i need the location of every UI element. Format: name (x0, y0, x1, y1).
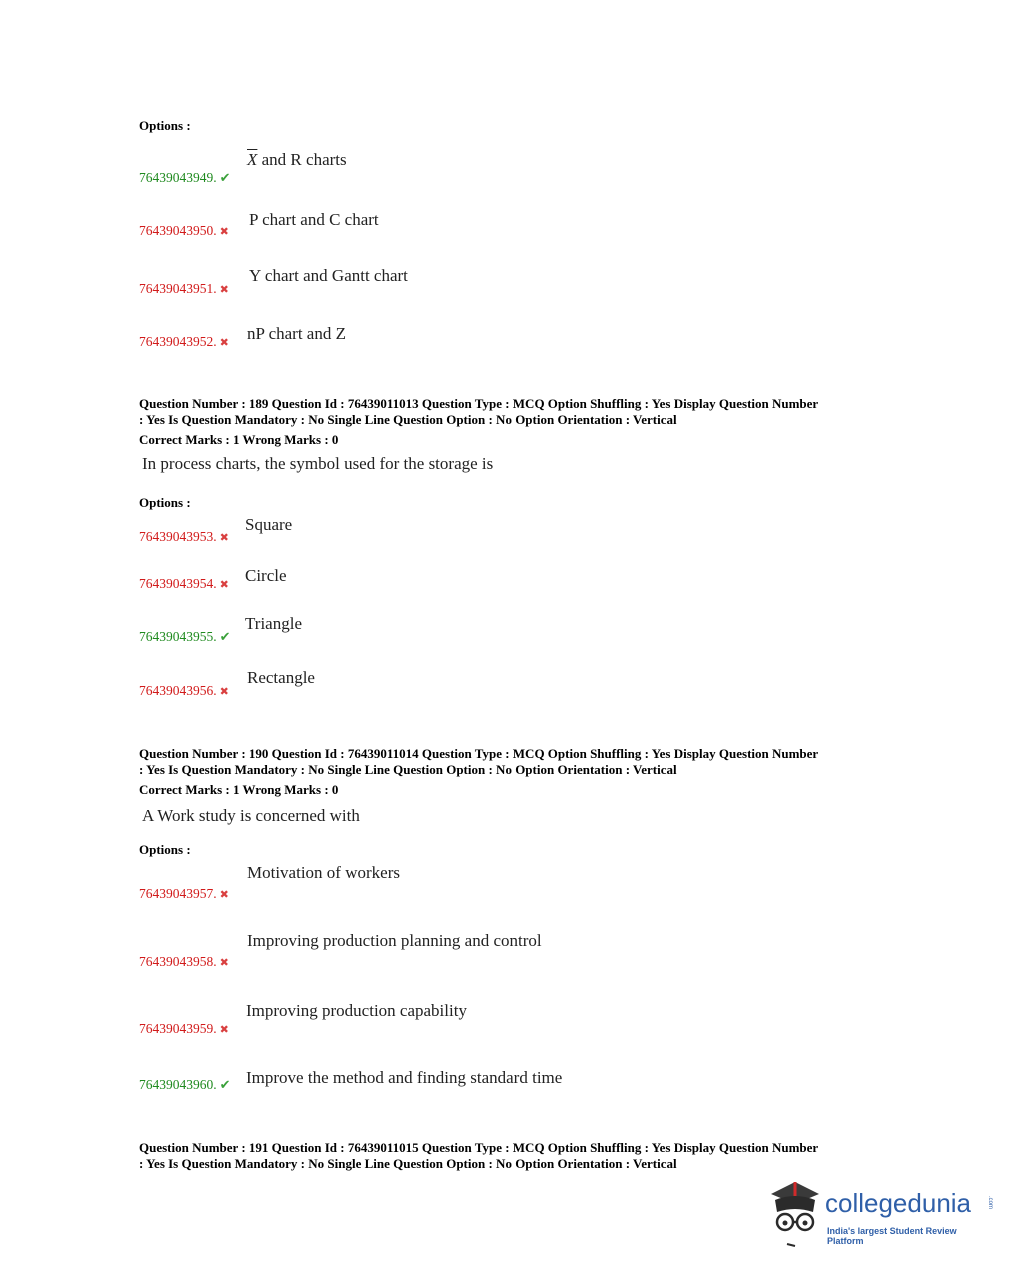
question-meta-line: : Yes Is Question Mandatory : No Single Line Question Option : No Option Orientation : Vertical (139, 1156, 677, 1171)
option-row (139, 628, 231, 646)
option-text: Improving production capability (246, 1001, 467, 1020)
logo-suffix: .com (987, 1196, 993, 1210)
option-row (139, 280, 229, 298)
option-id: 76439043954. (139, 576, 217, 591)
option-id: 76439043950. (139, 223, 217, 238)
question-meta-line: Question Number : 189 Question Id : 76439011013 Question Type : MCQ Option Shuffling : Yes Display Question Number (139, 396, 819, 411)
option-row (139, 885, 229, 903)
option-text: $\overline{X}$ and R charts (247, 150, 347, 169)
wrong-cross-icon: ✖ (219, 532, 229, 544)
option-row (139, 953, 229, 971)
option-row (139, 1076, 231, 1094)
option-text: nP chart and Z (247, 324, 346, 343)
option-row (139, 333, 229, 351)
option-id: 76439043959. (139, 1021, 217, 1036)
option-id: 76439043953. (139, 529, 217, 544)
wrong-cross-icon: ✖ (219, 889, 229, 901)
question-text: A Work study is concerned with (142, 806, 360, 825)
x-bar-symbol: $\overline{X}$ (247, 150, 258, 169)
option-id: 76439043960. (139, 1077, 217, 1092)
option-text: Motivation of workers (247, 863, 400, 882)
option-row (139, 1020, 229, 1038)
options-label: Options : (139, 842, 191, 857)
option-text: Y chart and Gantt chart (249, 266, 408, 285)
option-text: P chart and C chart (249, 210, 379, 229)
wrong-cross-icon: ✖ (219, 337, 229, 349)
wrong-cross-icon: ✖ (219, 1024, 229, 1036)
wrong-cross-icon: ✖ (219, 686, 229, 698)
logo-wordmark: collegedunia (825, 1188, 972, 1218)
question-text: In process charts, the symbol used for the storage is (142, 454, 494, 473)
option-id: 76439043949. (139, 170, 217, 185)
option-id: 76439043955. (139, 629, 217, 644)
option-id: 76439043958. (139, 954, 217, 969)
option-text: Rectangle (247, 668, 315, 687)
wrong-cross-icon: ✖ (219, 957, 229, 969)
option-text: Improving production planning and control (247, 931, 542, 950)
question-meta-line: : Yes Is Question Mandatory : No Single Line Question Option : No Option Orientation : Vertical (139, 412, 677, 427)
option-row (139, 575, 229, 593)
options-label: Options : (139, 118, 191, 133)
option-text: Improve the method and finding standard time (246, 1068, 563, 1087)
option-id: 76439043951. (139, 281, 217, 296)
options-label: Options : (139, 495, 191, 510)
option-id: 76439043956. (139, 683, 217, 698)
correct-check-icon: ✔ (219, 1077, 231, 1092)
question-meta-line: Question Number : 190 Question Id : 76439011014 Question Type : MCQ Option Shuffling : Yes Display Question Number (139, 746, 819, 761)
option-text: Triangle (245, 614, 302, 633)
option-row (139, 169, 231, 187)
option-row (139, 528, 229, 546)
wrong-cross-icon: ✖ (219, 579, 229, 591)
collegedunia-logo (765, 1178, 995, 1248)
question-meta-line: : Yes Is Question Mandatory : No Single Line Question Option : No Option Orientation : Vertical (139, 762, 677, 777)
question-marks: Correct Marks : 1 Wrong Marks : 0 (139, 432, 339, 447)
option-text: Circle (245, 566, 287, 585)
wrong-cross-icon: ✖ (219, 284, 229, 296)
correct-check-icon: ✔ (219, 170, 231, 185)
option-row (139, 222, 229, 240)
question-meta-line: Question Number : 191 Question Id : 76439011015 Question Type : MCQ Option Shuffling : Yes Display Question Number (139, 1140, 819, 1155)
option-text: Square (245, 515, 293, 534)
option-id: 76439043957. (139, 886, 217, 901)
logo-tagline: India's largest Student Review Platform (827, 1226, 957, 1246)
student-mascot-icon (765, 1178, 825, 1248)
wrong-cross-icon: ✖ (219, 226, 229, 238)
correct-check-icon: ✔ (219, 629, 231, 644)
option-row (139, 682, 229, 700)
question-marks: Correct Marks : 1 Wrong Marks : 0 (139, 782, 339, 797)
option-id: 76439043952. (139, 334, 217, 349)
